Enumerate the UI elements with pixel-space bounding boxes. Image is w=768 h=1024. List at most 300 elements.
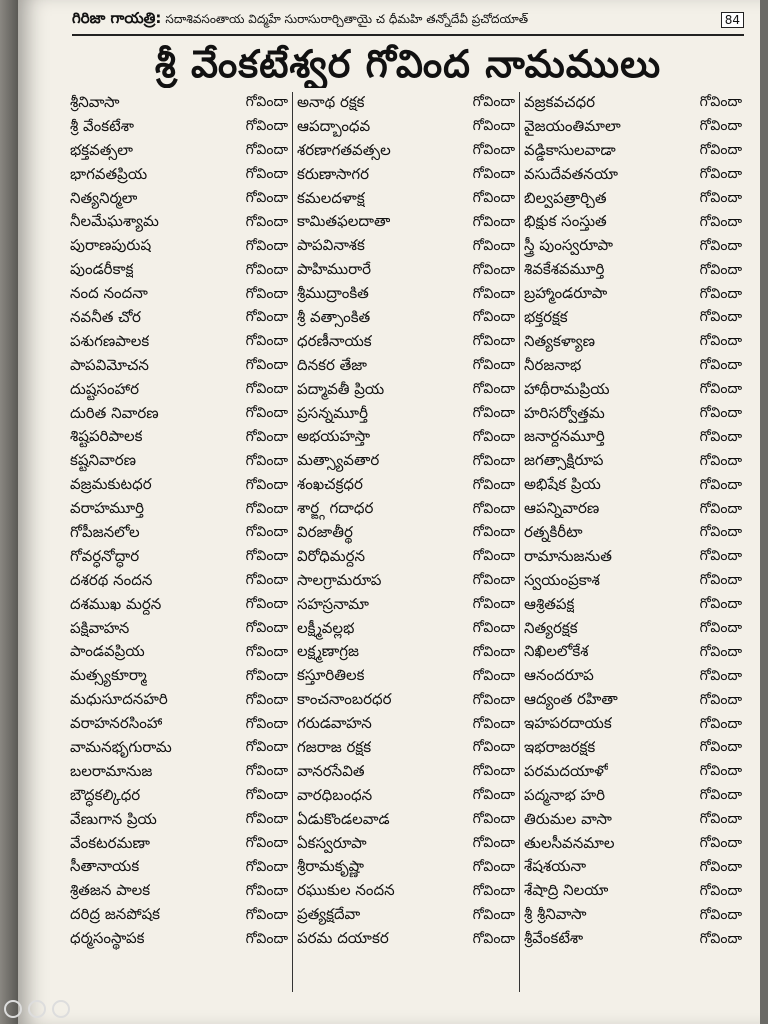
name-row <box>293 809 519 833</box>
divine-name: భిక్షుక సంస్తుత <box>524 212 607 231</box>
divine-name: దురిత నివారణ <box>70 403 159 422</box>
refrain-govinda: గోవిందా <box>699 787 742 804</box>
divine-name: స్వయంప్రకాశ <box>524 570 600 589</box>
divine-name: గజరాజ రక్షక <box>297 737 372 756</box>
refrain-govinda: గోవిందా <box>245 524 288 541</box>
refrain-govinda: గోవిందా <box>699 405 742 422</box>
divine-name: వజ్రకవచధర <box>524 92 596 111</box>
circle-icon <box>52 1000 70 1018</box>
name-row <box>293 92 519 116</box>
refrain-govinda: గోవిందా <box>699 715 742 732</box>
name-row <box>293 928 519 952</box>
name-row <box>293 904 519 928</box>
refrain-govinda: గోవిందా <box>472 428 515 445</box>
refrain-govinda: గోవిందా <box>472 142 515 159</box>
divine-name: తిరుమల వాసా <box>524 809 612 828</box>
refrain-govinda: గోవిందా <box>699 261 742 278</box>
page-number: 84 <box>721 12 744 28</box>
name-row <box>520 785 746 809</box>
refrain-govinda: గోవిందా <box>472 285 515 302</box>
divine-name: పుండరీకాక్ష <box>70 260 134 279</box>
refrain-govinda: గోవిందా <box>472 452 515 469</box>
page-edge-marks <box>4 1000 70 1018</box>
divine-name: మధుసూదనహరి <box>70 690 168 709</box>
divine-name: గోపీజనలోల <box>70 522 140 541</box>
refrain-govinda: గోవిందా <box>245 572 288 589</box>
name-row <box>520 833 746 857</box>
refrain-govinda: గోవిందా <box>472 524 515 541</box>
name-row <box>293 570 519 594</box>
name-row <box>520 618 746 642</box>
name-row <box>66 379 292 403</box>
divine-name: శ్రీరామకృష్ణా <box>297 857 365 876</box>
divine-name: హరిసర్వోత్తమ <box>524 403 605 422</box>
divine-name: ఆపన్నివారణ <box>524 499 600 518</box>
name-row <box>293 450 519 474</box>
refrain-govinda: గోవిందా <box>472 572 515 589</box>
divine-name: జనార్దనమూర్తి <box>524 427 605 446</box>
name-row <box>520 928 746 952</box>
refrain-govinda: గోవిందా <box>472 858 515 875</box>
divine-name: నంద నందనా <box>70 284 148 303</box>
divine-name: శ్రీవేంకటేశా <box>524 929 584 948</box>
refrain-govinda: గోవిందా <box>245 476 288 493</box>
name-row <box>293 641 519 665</box>
divine-name: శంఖచక్రధర <box>297 475 363 494</box>
divine-name: వామనభృగురామ <box>70 737 172 756</box>
name-row <box>520 713 746 737</box>
refrain-govinda: గోవిందా <box>472 548 515 565</box>
name-row <box>293 546 519 570</box>
divine-name: వేంకటరమణా <box>70 833 150 852</box>
name-row <box>66 331 292 355</box>
name-row <box>293 785 519 809</box>
divine-name: రత్నకిరీటా <box>524 522 583 541</box>
refrain-govinda: గోవిందా <box>472 309 515 326</box>
divine-name: వారధిబంధన <box>297 785 373 804</box>
divine-name: జగత్సాక్షిరూప <box>524 451 604 470</box>
name-row <box>520 594 746 618</box>
refrain-govinda: గోవిందా <box>699 620 742 637</box>
refrain-govinda: గోవిందా <box>699 811 742 828</box>
name-row <box>66 594 292 618</box>
name-row <box>520 450 746 474</box>
refrain-govinda: గోవిందా <box>472 930 515 947</box>
divine-name: సీతానాయక <box>70 857 140 876</box>
divine-name: బలరామానుజ <box>70 761 153 780</box>
refrain-govinda: గోవిందా <box>245 237 288 254</box>
name-row <box>66 737 292 761</box>
name-row <box>293 307 519 331</box>
name-row <box>293 164 519 188</box>
refrain-govinda: గోవిందా <box>699 548 742 565</box>
refrain-govinda: గోవిందా <box>699 882 742 899</box>
refrain-govinda: గోవిందా <box>245 428 288 445</box>
refrain-govinda: గోవిందా <box>699 428 742 445</box>
divine-name: ప్రసన్నమూర్తీ <box>297 403 368 422</box>
name-row <box>66 570 292 594</box>
divine-name: ఇభరాజరక్షక <box>524 737 596 756</box>
name-row <box>66 235 292 259</box>
refrain-govinda: గోవిందా <box>245 94 288 111</box>
refrain-govinda: గోవిందా <box>699 643 742 660</box>
divine-name: విరోధిమర్దన <box>297 546 366 565</box>
divine-name: పరమ దయాకర <box>297 929 389 948</box>
refrain-govinda: గోవిందా <box>245 357 288 374</box>
divine-name: ధరణీనాయక <box>297 331 372 350</box>
divine-name: కస్తూరితిలక <box>297 666 365 685</box>
name-row <box>520 737 746 761</box>
refrain-govinda: గోవిందా <box>699 309 742 326</box>
name-row <box>520 379 746 403</box>
divine-name: వానరసేవిత <box>297 761 365 780</box>
divine-name: రఘుకుల నందన <box>297 881 395 900</box>
name-row <box>293 403 519 427</box>
refrain-govinda: గోవిందా <box>245 548 288 565</box>
name-row <box>66 283 292 307</box>
divine-name: భక్తరక్షక <box>524 307 568 326</box>
divine-name: గరుడవాహన <box>297 714 372 733</box>
name-row <box>66 116 292 140</box>
book-binding <box>0 0 18 1024</box>
name-row <box>293 116 519 140</box>
refrain-govinda: గోవిందా <box>699 190 742 206</box>
name-row <box>293 498 519 522</box>
divine-name: బౌద్ధకల్కిధర <box>70 785 141 804</box>
refrain-govinda: గోవిందా <box>472 118 515 135</box>
divine-name: భక్తవత్సలా <box>70 140 133 159</box>
divine-name: ఆపద్బాంధవ <box>297 116 371 135</box>
refrain-govinda: గోవిందా <box>245 213 288 230</box>
refrain-govinda: గోవిందా <box>699 285 742 302</box>
names-columns <box>66 92 746 992</box>
header-lead: గిరిజా గాయత్రి: <box>72 9 162 27</box>
refrain-govinda: గోవిందా <box>699 739 742 756</box>
name-row <box>520 283 746 307</box>
name-row <box>520 259 746 283</box>
refrain-govinda: గోవిందా <box>699 763 742 780</box>
name-row <box>520 546 746 570</box>
name-row <box>520 880 746 904</box>
name-row <box>293 665 519 689</box>
name-row <box>520 426 746 450</box>
name-row <box>66 164 292 188</box>
divine-name: సహస్రనామా <box>297 594 369 613</box>
name-row <box>66 857 292 881</box>
refrain-govinda: గోవిందా <box>245 405 288 422</box>
divine-name: అనాథ రక్షక <box>297 92 365 111</box>
name-row <box>520 857 746 881</box>
refrain-govinda: గోవిందా <box>472 596 515 613</box>
refrain-govinda: గోవిందా <box>472 357 515 374</box>
refrain-govinda: గోవిందా <box>245 667 288 684</box>
refrain-govinda: గోవిందా <box>245 190 288 206</box>
circle-icon <box>28 1000 46 1018</box>
divine-name: బిల్వపత్రార్చిత <box>524 188 607 207</box>
divine-name: వసుదేవతనయా <box>524 164 618 183</box>
refrain-govinda: గోవిందా <box>699 906 742 923</box>
divine-name: నిత్యరక్షక <box>524 618 578 637</box>
page-header <box>72 6 744 36</box>
divine-name: సాలగ్రామరూప <box>297 570 382 589</box>
name-row <box>293 833 519 857</box>
page-title: శ్రీ వేంకటేశ్వర గోవింద నామములు <box>154 42 662 86</box>
name-row <box>520 570 746 594</box>
divine-name: వజ్రమకుటధర <box>70 475 152 494</box>
refrain-govinda: గోవిందా <box>472 190 515 206</box>
refrain-govinda: గోవిందా <box>472 739 515 756</box>
name-row <box>66 450 292 474</box>
refrain-govinda: గోవిందా <box>472 237 515 254</box>
name-row <box>293 689 519 713</box>
refrain-govinda: గోవిందా <box>245 620 288 637</box>
divine-name: పశుగణపాలక <box>70 331 150 350</box>
refrain-govinda: గోవిందా <box>699 94 742 111</box>
refrain-govinda: గోవిందా <box>472 811 515 828</box>
refrain-govinda: గోవిందా <box>245 691 288 708</box>
divine-name: అభిషేక ప్రియ <box>524 475 601 494</box>
name-row <box>66 498 292 522</box>
name-row <box>66 713 292 737</box>
refrain-govinda: గోవిందా <box>472 763 515 780</box>
refrain-govinda: గోవిందా <box>245 906 288 923</box>
divine-name: లక్ష్మణాగ్రజ <box>297 642 359 661</box>
refrain-govinda: గోవిందా <box>699 357 742 374</box>
name-row <box>66 928 292 952</box>
name-row <box>66 307 292 331</box>
divine-name: బ్రహ్మాండరూపా <box>524 284 608 303</box>
divine-name: మత్స్యావతార <box>297 451 380 470</box>
name-row <box>520 331 746 355</box>
refrain-govinda: గోవిందా <box>245 261 288 278</box>
name-row <box>66 546 292 570</box>
divine-name: లక్ష్మీవల్లభ <box>297 618 355 637</box>
name-row <box>520 904 746 928</box>
divine-name: నిత్యనిర్మలా <box>70 188 138 207</box>
name-row <box>66 474 292 498</box>
refrain-govinda: గోవిందా <box>472 835 515 852</box>
name-row <box>520 355 746 379</box>
name-row <box>66 665 292 689</box>
name-row <box>293 140 519 164</box>
refrain-govinda: గోవిందా <box>699 691 742 708</box>
divine-name: విరజాతీర్థ <box>297 522 353 541</box>
name-row <box>66 211 292 235</box>
name-row <box>293 618 519 642</box>
divine-name: వరాహనరసింహా <box>70 714 163 733</box>
name-row <box>520 641 746 665</box>
refrain-govinda: గోవిందా <box>699 858 742 875</box>
refrain-govinda: గోవిందా <box>699 524 742 541</box>
divine-name: వైజయంతిమాలా <box>524 116 621 135</box>
name-row <box>520 211 746 235</box>
name-row <box>293 355 519 379</box>
refrain-govinda: గోవిందా <box>245 835 288 852</box>
refrain-govinda: గోవిందా <box>245 787 288 804</box>
name-row <box>520 188 746 212</box>
divine-name: హాథీరామప్రియ <box>524 379 610 398</box>
name-row <box>66 785 292 809</box>
divine-name: ఆశ్రితపక్ష <box>524 594 575 613</box>
refrain-govinda: గోవిందా <box>245 166 288 183</box>
divine-name: ధర్మసంస్థాపక <box>70 929 145 948</box>
refrain-govinda: గోవిందా <box>699 118 742 135</box>
refrain-govinda: గోవిందా <box>245 333 288 350</box>
divine-name: నవనీత చోర <box>70 307 141 326</box>
divine-name: పాండవప్రియ <box>70 642 145 661</box>
name-row <box>66 140 292 164</box>
refrain-govinda: గోవిందా <box>245 596 288 613</box>
name-row <box>66 904 292 928</box>
divine-name: శేషాద్రి నిలయా <box>524 881 609 900</box>
name-row <box>293 857 519 881</box>
refrain-govinda: గోవిందా <box>245 811 288 828</box>
divine-name: ఆనందరూప <box>524 666 594 685</box>
divine-name: ఇహపరదాయక <box>524 714 612 733</box>
divine-name: పాహిమురారే <box>297 260 372 279</box>
divine-name: శేషశయనా <box>524 857 587 876</box>
refrain-govinda: గోవిందా <box>472 166 515 183</box>
divine-name: దరిద్ర జనపోషక <box>70 905 160 924</box>
divine-name: పాపవిమోచన <box>70 355 149 374</box>
refrain-govinda: గోవిందా <box>699 572 742 589</box>
divine-name: పాపవినాశక <box>297 236 365 255</box>
divine-name: వేణుగాన ప్రియ <box>70 809 157 828</box>
name-row <box>66 618 292 642</box>
name-row <box>66 92 292 116</box>
name-row <box>293 522 519 546</box>
refrain-govinda: గోవిందా <box>472 643 515 660</box>
divine-name: శ్రీముద్రాంకిత <box>297 284 369 303</box>
divine-name: శ్రీ శ్రీనివాసా <box>524 905 587 924</box>
name-row <box>520 689 746 713</box>
refrain-govinda: గోవిందా <box>699 166 742 183</box>
name-row <box>66 689 292 713</box>
refrain-govinda: గోవిందా <box>699 835 742 852</box>
divine-name: పరమదయాళో <box>524 761 609 780</box>
refrain-govinda: గోవిందా <box>472 882 515 899</box>
divine-name: స్త్రీ పుంస్వరూపా <box>524 236 614 255</box>
divine-name: వడ్డికాసులవాడా <box>524 140 616 159</box>
refrain-govinda: గోవిందా <box>472 213 515 230</box>
name-row <box>66 403 292 427</box>
header-verse: సదాశివసంతాయ విద్మహే సురాసురార్చితాయై చ ధీమహి తన్నోదేవీ ప్రచోదయాత్ <box>165 11 529 26</box>
name-row <box>520 116 746 140</box>
refrain-govinda: గోవిందా <box>699 213 742 230</box>
divine-name: ఏకస్వరూపా <box>297 833 367 852</box>
name-row <box>66 259 292 283</box>
refrain-govinda: గోవిందా <box>245 858 288 875</box>
refrain-govinda: గోవిందా <box>472 405 515 422</box>
name-row <box>293 474 519 498</box>
name-row <box>293 235 519 259</box>
name-row <box>293 331 519 355</box>
divine-name: ఆద్యంత రహితా <box>524 690 618 709</box>
divine-name: దశరథ నందన <box>70 570 153 589</box>
divine-name: నీలమేఘశ్యామ <box>70 212 159 231</box>
name-row <box>293 211 519 235</box>
divine-name: దశముఖ మర్దన <box>70 594 162 613</box>
divine-name: పక్షివాహన <box>70 618 130 637</box>
refrain-govinda: గోవిందా <box>245 309 288 326</box>
divine-name: శ్రీ వత్సాంకిత <box>297 307 371 326</box>
name-row <box>66 833 292 857</box>
name-row <box>520 498 746 522</box>
divine-name: నిత్యకళ్యాణ <box>524 331 596 350</box>
refrain-govinda: గోవిందా <box>699 237 742 254</box>
divine-name: శ్రితజన పాలక <box>70 881 151 900</box>
divine-name: దినకర తేజా <box>297 355 367 374</box>
divine-name: ఏడుకొండలవాడ <box>297 809 390 828</box>
refrain-govinda: గోవిందా <box>472 476 515 493</box>
refrain-govinda: గోవిందా <box>245 882 288 899</box>
name-row <box>520 403 746 427</box>
refrain-govinda: గోవిందా <box>699 333 742 350</box>
divine-name: శ్రీ వేంకటేశా <box>70 116 134 135</box>
refrain-govinda: గోవిందా <box>472 381 515 398</box>
name-row <box>520 164 746 188</box>
divine-name: శిష్టపరిపాలక <box>70 427 143 446</box>
refrain-govinda: గోవిందా <box>245 142 288 159</box>
divine-name: కమలదళాక్ష <box>297 188 365 207</box>
divine-name: శరణాగతవత్సల <box>297 140 391 159</box>
refrain-govinda: గోవిందా <box>699 930 742 947</box>
refrain-govinda: గోవిందా <box>245 285 288 302</box>
name-row <box>520 809 746 833</box>
name-row <box>293 761 519 785</box>
names-column-3 <box>519 92 746 992</box>
divine-name: గోవర్ధనోద్ధార <box>70 546 140 565</box>
divine-name: రామానుజనుత <box>524 546 612 565</box>
refrain-govinda: గోవిందా <box>699 500 742 517</box>
divine-name: పురాణపురుష <box>70 236 152 255</box>
circle-icon <box>4 1000 22 1018</box>
refrain-govinda: గోవిందా <box>472 333 515 350</box>
divine-name: మత్స్యకూర్మా <box>70 666 147 685</box>
divine-name: అభయహస్తా <box>297 427 371 446</box>
name-row <box>520 235 746 259</box>
refrain-govinda: గోవిందా <box>245 715 288 732</box>
refrain-govinda: గోవిందా <box>245 739 288 756</box>
divine-name: శార్ఙ్గ గదాధర <box>297 499 374 518</box>
name-row <box>520 92 746 116</box>
divine-name: నీరజనాభ <box>524 355 582 374</box>
name-row <box>293 880 519 904</box>
divine-name: కామితఫలదాతా <box>297 212 391 231</box>
refrain-govinda: గోవిందా <box>472 500 515 517</box>
refrain-govinda: గోవిందా <box>472 906 515 923</box>
divine-name: తులసీవనమాల <box>524 833 615 852</box>
refrain-govinda: గోవిందా <box>472 261 515 278</box>
refrain-govinda: గోవిందా <box>699 667 742 684</box>
divine-name: దుష్టసంహార <box>70 379 140 398</box>
divine-name: కరుణాసాగర <box>297 164 370 183</box>
name-row <box>293 594 519 618</box>
refrain-govinda: గోవిందా <box>472 691 515 708</box>
name-row <box>66 641 292 665</box>
refrain-govinda: గోవిందా <box>699 381 742 398</box>
divine-name: పద్మావతీ ప్రియ <box>297 379 385 398</box>
name-row <box>293 426 519 450</box>
refrain-govinda: గోవిందా <box>245 452 288 469</box>
name-row <box>520 474 746 498</box>
name-row <box>66 355 292 379</box>
name-row <box>66 809 292 833</box>
name-row <box>520 140 746 164</box>
refrain-govinda: గోవిందా <box>472 667 515 684</box>
name-row <box>520 761 746 785</box>
refrain-govinda: గోవిందా <box>245 763 288 780</box>
